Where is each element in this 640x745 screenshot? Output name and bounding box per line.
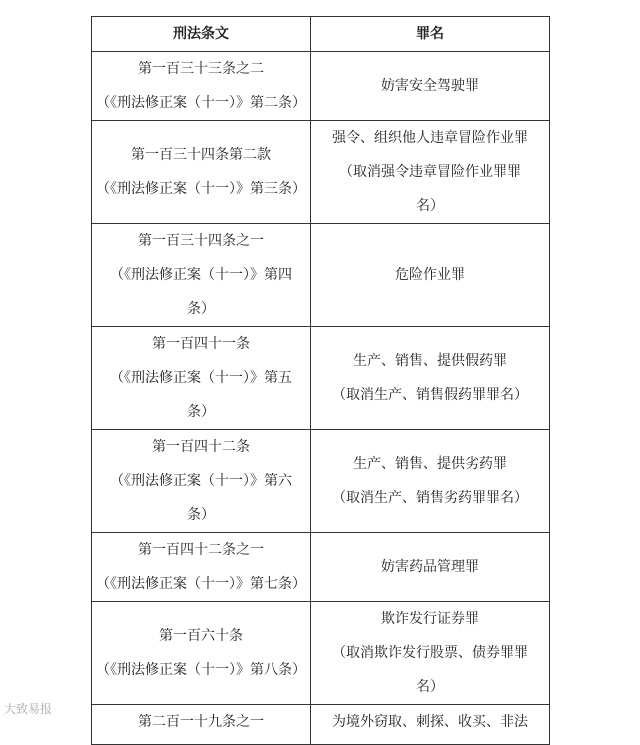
article-cell: [92, 121, 311, 224]
article-cell: [92, 602, 311, 705]
article-cell-line: （《刑法修正案（十一）》第八条）: [96, 662, 306, 678]
crime-cell: [311, 52, 550, 121]
crime-cell-line: 名）: [416, 198, 444, 214]
crime-cell: [311, 705, 550, 745]
crime-cell-line: 妨害安全驾驶罪: [381, 78, 479, 94]
article-cell-line: （《刑法修正案（十一）》第二条）: [96, 95, 306, 111]
article-cell-line: （《刑法修正案（十一）》第三条）: [96, 181, 306, 197]
crime-cell: [311, 602, 550, 705]
crime-cell: [311, 224, 550, 327]
table-row: [92, 52, 550, 121]
table-row: [92, 430, 550, 533]
header-crime: 罪名: [311, 17, 550, 52]
article-cell-line: 第一百三十四条之一: [138, 233, 264, 249]
table-row: [92, 602, 550, 705]
header-row: [92, 17, 550, 52]
article-cell-line: 第二百一十九条之一: [138, 714, 264, 730]
crime-cell-line: 欺诈发行证券罪: [381, 611, 479, 627]
article-cell-line: 第一百六十条: [159, 628, 243, 644]
crime-cell-line: （取消欺诈发行股票、债券罪罪: [332, 645, 528, 661]
article-cell-line: 第一百四十一条: [152, 336, 250, 352]
header-article: 刑法条文: [92, 17, 311, 52]
article-cell-line: 条）: [187, 301, 215, 317]
article-cell-line: （《刑法修正案（十一）》第七条）: [96, 576, 306, 592]
article-cell: [92, 327, 311, 430]
crime-cell-line: 生产、销售、提供假药罪: [353, 353, 507, 369]
article-cell: [92, 224, 311, 327]
watermark-logo: 大致易报: [4, 702, 53, 716]
crime-cell: [311, 430, 550, 533]
table-row: [92, 327, 550, 430]
article-cell-line: （《刑法修正案（十一）》第四: [110, 267, 292, 283]
crime-cell: [311, 327, 550, 430]
crime-cell-line: 名）: [416, 679, 444, 695]
article-cell: [92, 533, 311, 602]
article-cell-line: 第一百三十四条第二款: [131, 147, 271, 163]
crime-cell-line: 危险作业罪: [395, 267, 465, 283]
table-row: [92, 533, 550, 602]
crime-cell-line: （取消生产、销售假药罪罪名）: [332, 387, 528, 403]
table-row: [92, 705, 550, 745]
crime-cell: [311, 121, 550, 224]
crime-cell-line: 强令、组织他人违章冒险作业罪: [332, 130, 528, 146]
table-row: [92, 224, 550, 327]
crime-cell-line: （取消生产、销售劣药罪罪名）: [332, 490, 528, 506]
article-cell-line: （《刑法修正案（十一）》第五: [110, 370, 292, 386]
article-cell-line: 第一百四十二条之一: [138, 542, 264, 558]
article-cell-line: 条）: [187, 507, 215, 523]
article-cell: [92, 52, 311, 121]
crime-cell-line: 生产、销售、提供劣药罪: [353, 456, 507, 472]
crime-cell-line: 为境外窃取、刺探、收买、非法: [332, 714, 528, 730]
crime-cell-line: （取消强令违章冒险作业罪罪: [339, 164, 521, 180]
article-cell: [92, 705, 311, 745]
crime-cell: [311, 533, 550, 602]
article-cell-line: 条）: [187, 404, 215, 420]
article-cell: [92, 430, 311, 533]
table-row: [92, 121, 550, 224]
article-cell-line: 第一百三十三条之二: [138, 61, 264, 77]
article-cell-line: 第一百四十二条: [152, 439, 250, 455]
crime-cell-line: 妨害药品管理罪: [381, 559, 479, 575]
article-cell-line: （《刑法修正案（十一）》第六: [110, 473, 292, 489]
crime-table: [91, 16, 550, 745]
